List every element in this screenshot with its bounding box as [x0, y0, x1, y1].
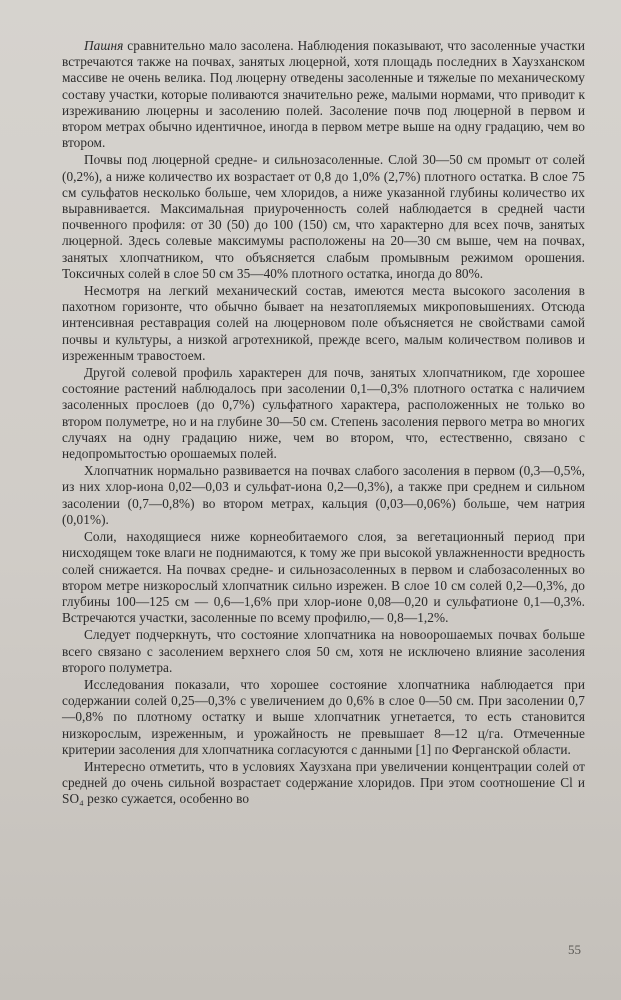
body-text — [62, 38, 585, 808]
paragraph-lead-word: Пашня — [84, 38, 124, 53]
paragraph-4: Другой солевой профиль характерен для почв, занятых хлопчатником, где хорошее состояние растений наблюдалось при засолении 0,1—0,3% плотного остатка с наличием засоленных прослоев (до 0,7%) сульфатного характера, расположенных не только во втором полуметре, но и на глубине 30—50 см. Степень засоления первого метра во многих случаях на одну градацию ниже, чем во втором, что, естественно, связано с недопромытостью орошаемых полей. — [62, 365, 585, 462]
paragraph-1 — [62, 38, 585, 151]
paragraph-7: Следует подчеркнуть, что состояние хлопчатника на новоорошаемых почвах больше всего связано с засолением верхнего слоя 50 см, хотя не исключено влияние засоления второго полуметра. — [62, 627, 585, 675]
paragraph-9: Интересно отметить, что в условиях Хаузхана при увеличении концентрации солей от средней до очень сильной возрастает содержание хлоридов. При этом соотношение Cl и SO₄ резко сужается, особенно во — [62, 758, 585, 807]
paragraph-1-text: сравнительно мало засолена. Наблюдения показывают, что засоленные участки встречаются также на почвах, занятых люцерной, хотя площадь последних в Хаузханском массиве не очень велика. Под люцерну отведены засоленные и тяжелые по механическому составу участки, которые поливаются значительно реже, малыми нормами, что приводит к изреживанию люцерны и засолению полей. Засоление почв под люцерной в первом и втором метрах обычно идентичное, иногда в первом метре выше на одну градацию, чем во втором. — [62, 38, 585, 151]
paragraph-5: Хлопчатник нормально развивается на почвах слабого засоления в первом (0,3—0,5%, из них хлор-иона 0,02—0,03 и сульфат-иона 0,2—0,3%), а также при среднем и сильном засолении (0,7—0,8%) во втором метрах, кальция (0,03—0,06%) больше, чем натрия (0,01%). — [62, 463, 585, 527]
paragraph-2: Почвы под люцерной средне- и сильнозасоленные. Слой 30—50 см промыт от солей (0,2%), а ниже количество их возрастает от 0,8 до 1,0% (2,7%) плотного остатка. В слое 75 см сульфатов несколько больше, чем хлоридов, а ниже указанной глубины количество их выравнивается. Максимальная приуроченность солей наблюдается в средней части почвенного профиля: от 30 (50) до 100 (150) см, что характерно для всех почв, занятых люцерной. Здесь солевые максимумы расположены на 20—30 см выше, чем на почвах, занятых хлопчатником, что объясняется слабым промывным режимом орошения. Токсичных солей в слое 50 см 35—40% плотного остатка, иногда до 80%. — [62, 152, 585, 281]
paragraph-6: Соли, находящиеся ниже корнеобитаемого слоя, за вегетационный период при нисходящем токе влаги не поднимаются, к тому же при высокой увлажненности вредность солей снижается. На почвах средне- и сильнозасоленных в первом и слабозасоленных во втором метре низкорослый хлопчатник сильно изрежен. В слое 10 см солей 0,2—0,3%, до глубины 100—125 см — 0,6—1,6% при хлор-ионе 0,08—0,20 и сульфатионе 0,1—0,3%. Встречаются участки, засоленные по всему профилю,— 0,8—1,2%. — [62, 529, 585, 626]
paragraph-8: Исследования показали, что хорошее состояние хлопчатника наблюдается при содержании солей 0,25—0,3% с увеличением до 0,6% в слое 0—50 см. При засолении 0,7—0,8% по плотному остатку и выше хлопчатник угнетается, то есть становится низкорослым, изреженным, и урожайность не превышает 8—12 ц/га. Отмеченные критерии засоления для хлопчатника согласуются с данными [1] по Ферганской области. — [62, 676, 585, 757]
paragraph-3: Несмотря на легкий механический состав, имеются места высокого засоления в пахотном горизонте, что обычно бывает на незатопляемых микроповышениях. Отсюда интенсивная реставрация солей на люцерновом поле объясняется не свойствами самой почвы и культуры, а низкой агротехникой, прежде всего, малым количеством поливов и изреженным травостоем. — [62, 283, 585, 363]
page-number: 55 — [568, 942, 581, 957]
